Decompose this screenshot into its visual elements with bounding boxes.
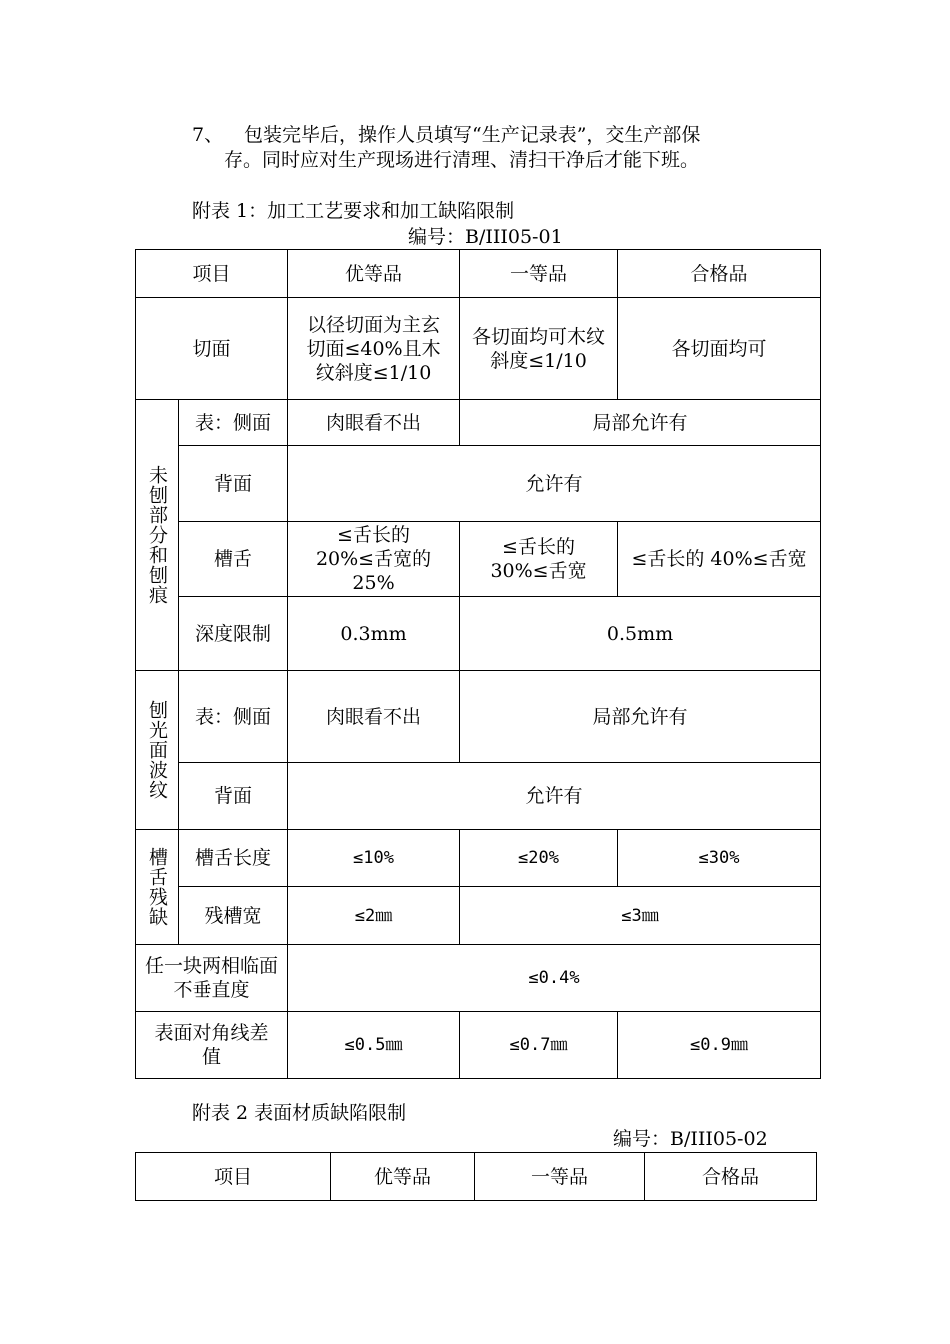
process-requirements-table [135, 249, 821, 1079]
table-row [136, 763, 821, 830]
wave-back-value: 允许有 [288, 763, 821, 830]
table-header-row [136, 1153, 817, 1201]
table-header-row [136, 250, 821, 298]
perpendicular-label: 任一块两相临面不垂直度 [136, 945, 288, 1012]
unplaned-group-label: 未刨部分和刨痕 [136, 400, 179, 671]
tongue-width-label: 残槽宽 [179, 887, 288, 945]
table-row [136, 671, 821, 763]
unplaned-face-premium: 肉眼看不出 [288, 400, 460, 446]
table1-caption: 附表 1：加工工艺要求和加工缺陷限制 [192, 200, 515, 222]
table-row [136, 945, 821, 1012]
cut-qualified: 各切面均可 [618, 298, 821, 400]
tongue-length-label: 槽舌长度 [179, 830, 288, 887]
tongue-length-premium: ≤10% [288, 830, 460, 887]
groove-qualified: ≤舌长的 40%≤舌宽 [618, 522, 821, 597]
perpendicular-value: ≤0.4% [288, 945, 821, 1012]
unplaned-face-other: 局部允许有 [460, 400, 821, 446]
header-item: 项目 [136, 250, 288, 298]
header-item: 项目 [136, 1153, 331, 1201]
diagonal-qualified: ≤0.9㎜ [618, 1012, 821, 1079]
tongue-length-qualified: ≤30% [618, 830, 821, 887]
table-row [136, 400, 821, 446]
header-qualified: 合格品 [645, 1153, 817, 1201]
cut-premium: 以径切面为主玄切面≤40%且木纹斜度≤1/10 [288, 298, 460, 400]
unplaned-back-label: 背面 [179, 446, 288, 522]
header-first: 一等品 [460, 250, 618, 298]
wave-face-other: 局部允许有 [460, 671, 821, 763]
paragraph-7 [192, 123, 812, 173]
groove-first: ≤舌长的 30%≤舌宽 [460, 522, 618, 597]
paragraph-line-1: 包装完毕后，操作人员填写“生产记录表”，交生产部保 [244, 124, 701, 146]
paragraph-number: 7、 [192, 124, 224, 146]
surface-defects-table [135, 1152, 817, 1201]
depth-other: 0.5mm [460, 597, 821, 671]
depth-premium: 0.3mm [288, 597, 460, 671]
cut-first: 各切面均可木纹斜度≤1/10 [460, 298, 618, 400]
tongue-width-other: ≤3㎜ [460, 887, 821, 945]
tongue-group-label: 槽舌残缺 [136, 830, 179, 945]
groove-label: 槽舌 [179, 522, 288, 597]
diagonal-label: 表面对角线差值 [136, 1012, 288, 1079]
table2-caption: 附表 2 表面材质缺陷限制 [192, 1102, 407, 1124]
wave-back-label: 背面 [179, 763, 288, 830]
unplaned-back-value: 允许有 [288, 446, 821, 522]
cut-label: 切面 [136, 298, 288, 400]
wave-face-premium: 肉眼看不出 [288, 671, 460, 763]
table-row [136, 597, 821, 671]
groove-premium: ≤舌长的 20%≤舌宽的 25% [288, 522, 460, 597]
diagonal-premium: ≤0.5㎜ [288, 1012, 460, 1079]
paragraph-line-2: 存。同时应对生产现场进行清理、清扫干净后才能下班。 [224, 149, 700, 171]
table2-code: 编号：B/III05-02 [613, 1128, 768, 1150]
header-first: 一等品 [475, 1153, 645, 1201]
diagonal-first: ≤0.7㎜ [460, 1012, 618, 1079]
table-row [136, 446, 821, 522]
table-row [136, 298, 821, 400]
table1-code: 编号：B/III05-01 [408, 226, 563, 248]
unplaned-face-label: 表：侧面 [179, 400, 288, 446]
tongue-length-first: ≤20% [460, 830, 618, 887]
header-premium: 优等品 [288, 250, 460, 298]
tongue-width-premium: ≤2㎜ [288, 887, 460, 945]
wave-face-label: 表：侧面 [179, 671, 288, 763]
wave-group-label: 刨光面波纹 [136, 671, 179, 830]
header-qualified: 合格品 [618, 250, 821, 298]
depth-label: 深度限制 [179, 597, 288, 671]
header-premium: 优等品 [331, 1153, 475, 1201]
table-row [136, 830, 821, 887]
table-row [136, 887, 821, 945]
table-row [136, 522, 821, 597]
table-row [136, 1012, 821, 1079]
